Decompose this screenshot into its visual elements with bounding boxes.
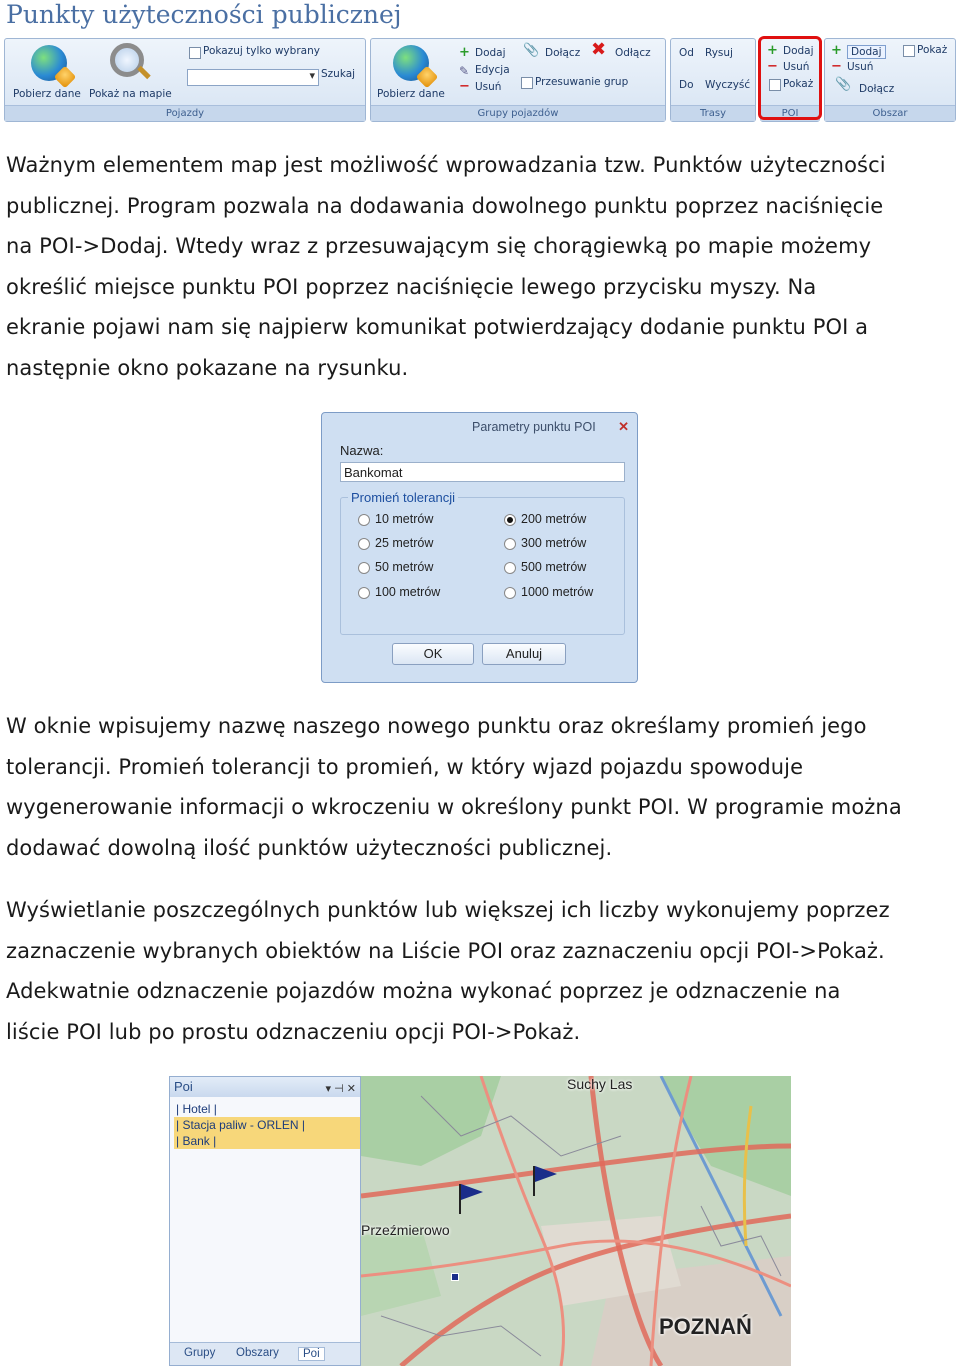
minus-icon: −: [767, 59, 778, 74]
pencil-icon: ✎: [459, 64, 470, 78]
map-view[interactable]: [361, 1076, 791, 1366]
map-label: Suchy Las: [567, 1076, 633, 1092]
text-line: Ważnym elementem map jest możliwość wprowadzania tzw. Punktów użyteczności: [6, 153, 886, 177]
poi-parameters-dialog: [321, 412, 638, 683]
dropdown-icon[interactable]: ▾: [325, 1083, 332, 1095]
show-only-selected-label: Pokazuj tylko wybrany: [203, 45, 320, 57]
radio-label: 200 metrów: [521, 512, 587, 526]
globe-icon: [31, 45, 67, 81]
poi-list-item[interactable]: | Stacja paliw - ORLEN |: [174, 1117, 360, 1133]
radio-label: 300 metrów: [521, 536, 587, 550]
tolerance-legend: Promień tolerancji: [348, 490, 458, 505]
magnifier-icon: [110, 43, 144, 77]
clear-button[interactable]: Wyczyść: [705, 79, 751, 91]
ribbon-group-label: Grupy pojazdów: [371, 105, 665, 121]
red-x-icon: ✖: [591, 39, 607, 60]
cancel-button[interactable]: Anuluj: [482, 643, 566, 665]
close-icon[interactable]: ✕: [618, 419, 629, 434]
edit-group-button[interactable]: Edycja: [475, 64, 510, 76]
text-line: na POI->Dodaj. Wtedy wraz z przesuwającym się chorągiewką po mapie możemy: [6, 234, 872, 259]
poi-show-button[interactable]: Pokaż: [783, 78, 814, 90]
name-field[interactable]: Bankomat: [340, 462, 625, 482]
area-show-button[interactable]: Pokaż: [917, 44, 948, 56]
ribbon-group-vehicles: [4, 38, 366, 122]
area-delete-button[interactable]: Usuń: [847, 61, 874, 73]
ribbon-group-label: Obszar: [825, 105, 955, 121]
poi-map-screenshot: [169, 1076, 791, 1366]
text-line: W oknie wpisujemy nazwę naszego nowego punktu oraz określamy promień jego: [6, 714, 867, 738]
plus-icon: +: [459, 45, 470, 60]
poi-highlight-frame: [758, 36, 822, 120]
radio-label: 100 metrów: [375, 585, 441, 599]
fetch-data-button[interactable]: Pobierz dane: [13, 88, 81, 100]
ribbon-group-vehicle-groups: [370, 38, 666, 122]
paperclip-icon: 📎: [835, 77, 852, 92]
ribbon-group-label: Pojazdy: [5, 105, 365, 121]
radio-label: 50 metrów: [375, 560, 434, 574]
delete-group-button[interactable]: Usuń: [475, 81, 502, 93]
map-label: POZNAŃ: [659, 1314, 752, 1339]
poi-delete-button[interactable]: Usuń: [783, 61, 810, 73]
minus-icon: −: [831, 59, 842, 74]
paperclip-icon: 📎: [523, 43, 540, 58]
show-only-selected-checkbox[interactable]: [189, 47, 201, 59]
area-attach-button[interactable]: Dołącz: [859, 83, 895, 95]
poi-list-item[interactable]: | Hotel |: [176, 1102, 217, 1116]
text-line: ekranie pojawi nam się najpierw komunikat potwierdzający dodanie punktu POI a: [6, 315, 869, 340]
radio-25m[interactable]: [358, 538, 370, 550]
dialog-title: Parametry punktu POI: [472, 420, 596, 434]
move-groups-label: Przesuwanie grup: [535, 76, 629, 88]
poi-panel: [169, 1076, 361, 1366]
radio-100m[interactable]: [358, 587, 370, 599]
radio-500m[interactable]: [504, 562, 516, 574]
text-line: tolerancji. Promień tolerancji to promień, w który wjazd pojazdu spowoduje: [6, 754, 804, 779]
area-show-checkbox[interactable]: [903, 45, 915, 57]
paragraph-display: [6, 890, 956, 1052]
ribbon-group-routes: [670, 38, 756, 122]
ribbon-group-label: POI: [761, 105, 819, 121]
text-line: wygenerowanie informacji o wkroczeniu w określony punkt POI. W programie można: [6, 795, 902, 820]
radio-10m[interactable]: [358, 514, 370, 526]
radio-label: 500 metrów: [521, 560, 587, 574]
name-label: Nazwa:: [340, 443, 384, 458]
ok-button[interactable]: OK: [392, 643, 474, 665]
globe-icon: [393, 45, 429, 81]
radio-label: 1000 metrów: [521, 585, 594, 599]
ribbon-toolbar: [4, 38, 956, 122]
poi-panel-header: [170, 1077, 360, 1097]
draw-button[interactable]: Rysuj: [705, 47, 733, 59]
text-line: publicznej. Program pozwala na dodawania dowolnego punktu poprzez naciśnięcie: [6, 193, 884, 218]
radio-300m[interactable]: [504, 538, 516, 550]
poi-panel-tabs: [170, 1342, 360, 1365]
attach-button[interactable]: Dołącz: [545, 47, 581, 59]
poi-marker-icon: [451, 1273, 459, 1281]
radio-label: 25 metrów: [375, 536, 434, 550]
text-line: określić miejsce punktu POI poprzez naciśnięcie lewego przycisku myszy. Na: [6, 274, 817, 299]
pin-icon[interactable]: ⊣: [334, 1083, 344, 1095]
minus-icon: −: [459, 79, 470, 94]
text-line: zaznaczenie wybranych obiektów na Liście POI oraz zaznaczeniu opcji POI->Pokaż.: [6, 938, 885, 963]
radio-label: 10 metrów: [375, 512, 434, 526]
radio-1000m[interactable]: [504, 587, 516, 599]
radio-50m[interactable]: [358, 562, 370, 574]
map-label: Przeźmierowo: [361, 1222, 450, 1238]
move-groups-checkbox[interactable]: [521, 77, 533, 89]
to-button[interactable]: Do: [679, 79, 694, 91]
ribbon-group-label: Trasy: [671, 105, 755, 121]
search-button[interactable]: Szukaj: [321, 68, 356, 80]
text-line: Wyświetlanie poszczególnych punktów lub większej ich liczby wykonujemy poprzez: [6, 898, 890, 922]
tab-poi[interactable]: Poi: [298, 1347, 325, 1361]
poi-list-item[interactable]: | Bank |: [174, 1133, 360, 1149]
show-on-map-button[interactable]: Pokaż na mapie: [89, 88, 172, 100]
paragraph-tolerance: [6, 706, 956, 868]
text-line: liście POI lub po prostu odznaczeniu opcji POI->Pokaż.: [6, 1019, 581, 1044]
area-add-button[interactable]: Dodaj: [847, 45, 886, 59]
text-line: dodawać dowolną ilość punktów użyteczności publicznej.: [6, 835, 613, 860]
ribbon-group-area: [824, 38, 956, 122]
close-icon[interactable]: ✕: [346, 1083, 356, 1095]
plus-icon: +: [767, 43, 778, 58]
radio-200m[interactable]: [504, 514, 516, 526]
text-line: Adekwatnie odznaczenie pojazdów można wykonać poprzez je odznaczenie na: [6, 979, 841, 1004]
add-group-button[interactable]: Dodaj: [475, 47, 506, 59]
poi-panel-title: Poi: [174, 1079, 193, 1094]
fetch-data-button[interactable]: Pobierz dane: [377, 88, 445, 100]
detach-button[interactable]: Odłącz: [615, 47, 651, 59]
from-button[interactable]: Od: [679, 47, 694, 59]
paragraph-intro: [6, 145, 956, 389]
text-line: następnie okno pokazane na rysunku.: [6, 355, 409, 380]
plus-icon: +: [831, 43, 842, 58]
vehicle-select[interactable]: [187, 69, 319, 86]
tab-groups[interactable]: Grupy: [184, 1347, 216, 1359]
page-title: Punkty użyteczności publicznej: [6, 0, 402, 29]
poi-add-button[interactable]: Dodaj: [783, 45, 814, 57]
tab-areas[interactable]: Obszary: [236, 1347, 279, 1359]
